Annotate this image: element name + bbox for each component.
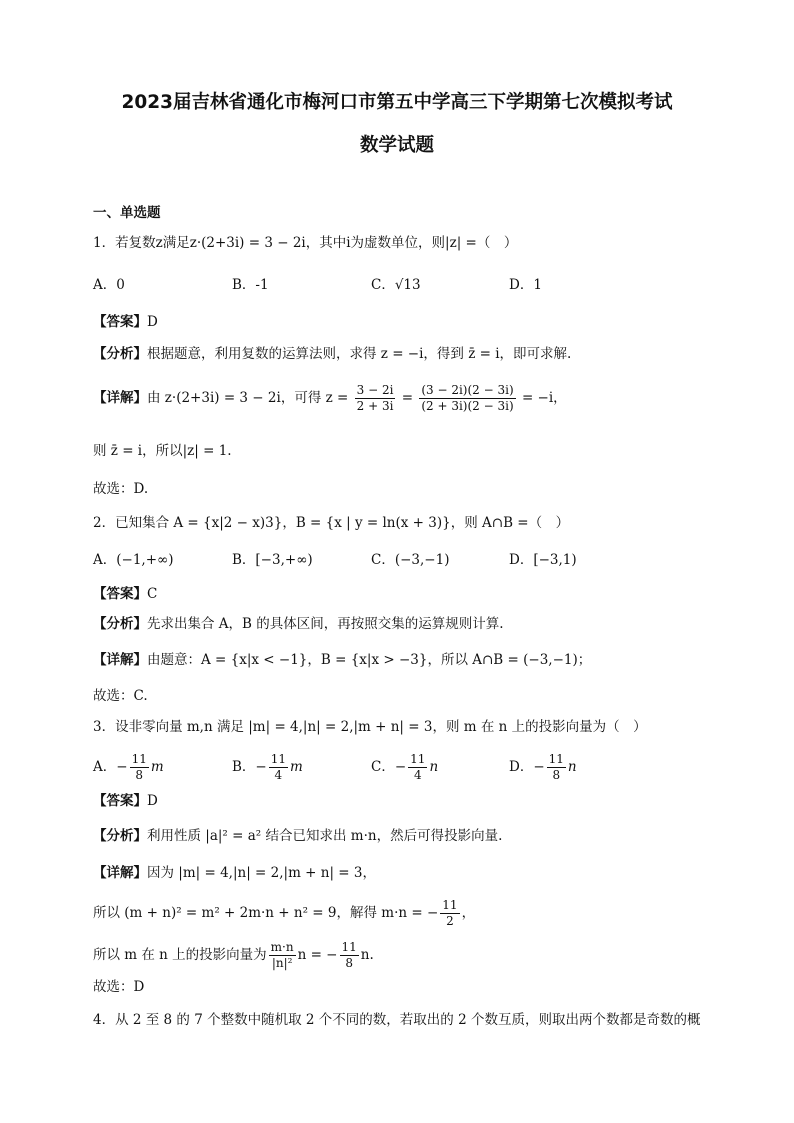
answer-label: 【答案】 — [93, 314, 147, 330]
q1-detail-2: 则 z̄ = i，所以|z| = 1. — [93, 443, 232, 459]
q3-analysis: 【分析】利用性质 |a|² = a² 结合已知求出 m·n，然后可得投影向量. — [93, 828, 503, 844]
q3-stem: 3．设非零向量 m,n 满足 |m| = 4,|n| = 2,|m + n| = 3，则 m 在 n 上的投影向量为（ ） — [93, 719, 647, 735]
q3-option-d: D．− $\frac{11}{8}$ n — [509, 752, 577, 782]
q3-conclusion: 故选：D — [93, 979, 145, 995]
q1-answer-value: D — [147, 314, 158, 330]
q1-fraction-1: $\frac{3 - 2i}{2 + 3i}$ — [356, 383, 394, 413]
q3-detail-3: 所以 m 在 n 上的投影向量为 $\frac{m\cdot n}{\text{|n|²}}$ n = − $\frac{11}{8}$ n. — [93, 940, 374, 970]
q2-option-c: C．(−3,−1) — [371, 552, 450, 568]
q1-option-b: B．-1 — [232, 277, 269, 293]
q3-option-b: B．− $\frac{11}{4}$ m — [232, 752, 303, 782]
q4-stem: 4．从 2 至 8 的 7 个整数中随机取 2 个不同的数，若取出的 2 个数互质，则取出两个数都是奇数的概 — [93, 1012, 701, 1028]
q1-stem: 1．若复数z满足z·(2+3i) = 3 − 2i，其中i为虚数单位，则|z| =（ ） — [93, 235, 518, 251]
document-title: 2023届吉林省通化市梅河口市第五中学高三下学期第七次模拟考试 — [121, 92, 673, 113]
q1-analysis-text: 根据题意，利用复数的运算法则，求得 z = −i，得到 z̄ = i，即可求解. — [147, 346, 572, 362]
q1-option-a: A．0 — [93, 277, 125, 293]
q1-option-d: D．1 — [509, 277, 542, 293]
document-subtitle: 数学试题 — [359, 135, 434, 156]
detail-label: 【详解】 — [93, 390, 147, 406]
analysis-label: 【分析】 — [93, 346, 147, 362]
q1-detail: 【详解】由 z·(2+3i) = 3 − 2i，可得 z = $\frac{3 - 2i}{2 + 3i}$ = $\frac{(3 - 2i)(2 - 3i)}{(2 + 3i)(2 - 3i)}$ = −i， — [93, 383, 567, 413]
q1-option-c: C．√13 — [371, 277, 421, 293]
q2-detail: 【详解】由题意：A = {x|x < −1}，B = {x|x > −3}，所以 A∩B = (−3,−1)； — [93, 652, 592, 668]
q3-option-a: A．− $\frac{11}{8}$ m — [93, 752, 164, 782]
q2-analysis: 【分析】先求出集合 A，B 的具体区间，再按照交集的运算规则计算. — [93, 616, 504, 632]
q3-answer: 【答案】D — [93, 793, 158, 809]
q1-answer — [93, 312, 158, 332]
q1-conclusion: 故选：D. — [93, 481, 149, 497]
q3-detail-2: 所以 (m + n)² = m² + 2m·n + n² = 9，解得 m·n = − $\frac{11}{2}$ ， — [93, 898, 476, 928]
q1-fraction-2: $\frac{(3 - 2i)(2 - 3i)}{(2 + 3i)(2 - 3i)}$ — [421, 383, 514, 413]
q3-detail: 【详解】因为 |m| = 4,|n| = 2,|m + n| = 3， — [93, 865, 376, 881]
q2-option-d: D．[−3,1) — [509, 552, 577, 568]
q2-option-a: A．(−1,+∞) — [93, 552, 174, 568]
q1-analysis — [93, 344, 571, 364]
section-heading: 一、单选题 — [93, 205, 161, 221]
q2-option-b: B．[−3,+∞) — [232, 552, 313, 568]
q2-answer: 【答案】C — [93, 586, 158, 602]
q3-option-c: C．− $\frac{11}{4}$ n — [371, 752, 439, 782]
q2-stem: 2．已知集合 A = {x|2 − x)3}，B = {x | y = ln(x + 3)}，则 A∩B =（ ） — [93, 515, 570, 531]
q2-conclusion: 故选：C. — [93, 688, 148, 704]
